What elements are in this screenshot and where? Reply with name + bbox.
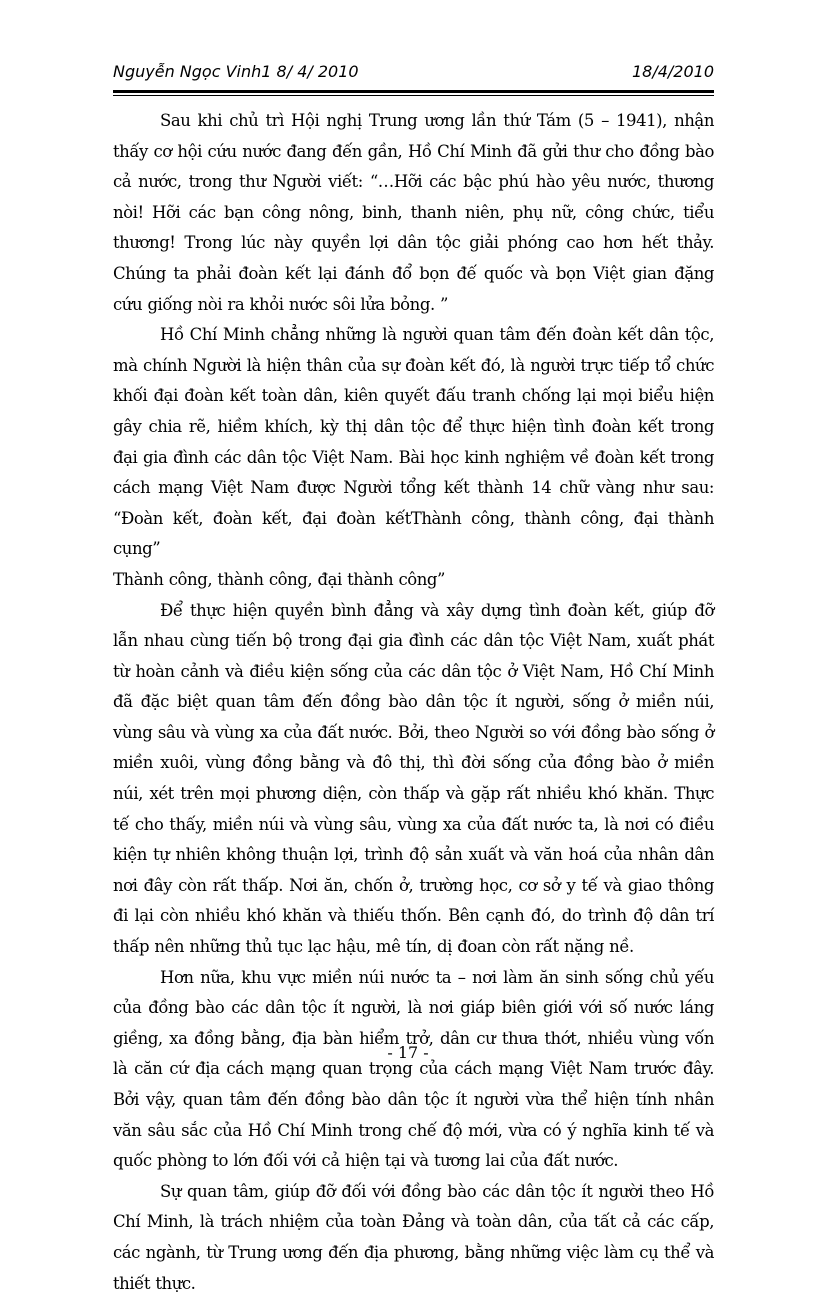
paragraph-3: Để thực hiện quyền bình đẳng và xây dựng tình đoàn kết, giúp đỡ lẫn nhau cùng tiến bộ trong đại gia đình các dân tộc Việt Nam, xuất phát từ hoàn cảnh và điều kiện sống của các dân tộc ở Việt Nam, Hồ Chí Minh đã đặc biệt quan tâm đến đồng bào dân tộc ít người, sống ở miền núi, vùng sâu và vùng xa của đất nước. Bởi, theo Người so với đồng bào sống ở miền xuôi, vùng đồng bằng và đô thị, thì đời sống của đồng bào ở miền núi, xét trên mọi phương diện, còn thấp và gặp rất nhiều khó khăn. Thực tế cho thấy, miền núi và vùng sâu, vùng xa của đất nước ta, là nơi có điều kiện tự nhiên không thuận lợi, trình độ sản xuất và văn hoá của nhân dân nơi đây còn rất thấp. Nơi ăn, chốn ở, trường học, cơ sở y tế và giao thông đi lại còn nhiều khó khăn và thiếu thốn. Bên cạnh đó, do trình độ dân trí thấp nên những thủ tục lạc hậu, mê tín, dị đoan còn rất nặng nề. — [113, 600, 714, 957]
header-rule-thin — [113, 95, 714, 96]
paragraph-1: Sau khi chủ trì Hội nghị Trung ương lần thứ Tám (5 – 1941), nhận thấy cơ hội cứu nước đang đến gần, Hồ Chí Minh đã gửi thư cho đồng bào cả nước, trong thư Người viết: “…Hỡi các bậc phú hào yêu nước, thương nòi! Hỡi các bạn công nông, binh, thanh niên, phụ nữ, công chức, tiểu thương! Trong lúc này quyền lợi dân tộc giải phóng cao hơn hết thảy. Chúng ta phải đoàn kết lại đánh đổ bọn đế quốc và bọn Việt gian đặng cứu giống nòi ra khỏi nước sôi lửa bỏng. ” — [113, 111, 714, 314]
header-date: 18/4/2010 — [631, 62, 714, 81]
body-text — [113, 106, 714, 1299]
page-number: - 17 - — [387, 1043, 429, 1062]
paragraph-4: Hơn nữa, khu vực miền núi nước ta – nơi làm ăn sinh sống chủ yếu của đồng bào các dân tộc ít người, là nơi giáp biên giới với số nước láng giềng, xa đồng bằng, địa bàn hiểm trở, dân cư thưa thớt, nhiều vùng vốn là căn cứ địa cách mạng quan trọng của cách mạng Việt Nam trước đây. Bởi vậy, quan tâm đến đồng bào dân tộc ít người vừa thể hiện tính nhân văn sâu sắc của Hồ Chí Minh trong chế độ mới, vừa có ý nghĩa kinh tế và quốc phòng to lớn đối với cả hiện tại và tương lai của đất nước. — [113, 967, 714, 1171]
paragraph-2: Hồ Chí Minh chẳng những là người quan tâm đến đoàn kết dân tộc, mà chính Người là hiện thân của sự đoàn kết đó, là người trực tiếp tổ chức khối đại đoàn kết toàn dân, kiên quyết đấu tranh chống lại mọi biểu hiện gây chia rẽ, hiềm khích, kỳ thị dân tộc để thực hiện tình đoàn kết trong đại gia đình các dân tộc Việt Nam. Bài học kinh nghiệm về đoàn kết trong cách mạng Việt Nam được Người tổng kết thành 14 chữ vàng như sau: “Đoàn kết, đoàn kết, đại đoàn kếtThành công, thành công, đại thành cụng” — [113, 325, 714, 559]
header-rule-thick — [113, 90, 714, 93]
paragraph-5: Sự quan tâm, giúp đỡ đối với đồng bào các dân tộc ít người theo Hồ Chí Minh, là trách nhiệm của toàn Đảng và toàn dân, của tất cả các cấp, các ngành, từ Trung ương đến địa phương, bằng những việc làm cụ thể và thiết thực. — [113, 1181, 714, 1293]
header-author-date: Nguyễn Ngọc Vinh1 8/ 4/ 2010 — [113, 62, 359, 81]
paragraph-2-continuation: Thành công, thành công, đại thành công” — [113, 569, 446, 589]
